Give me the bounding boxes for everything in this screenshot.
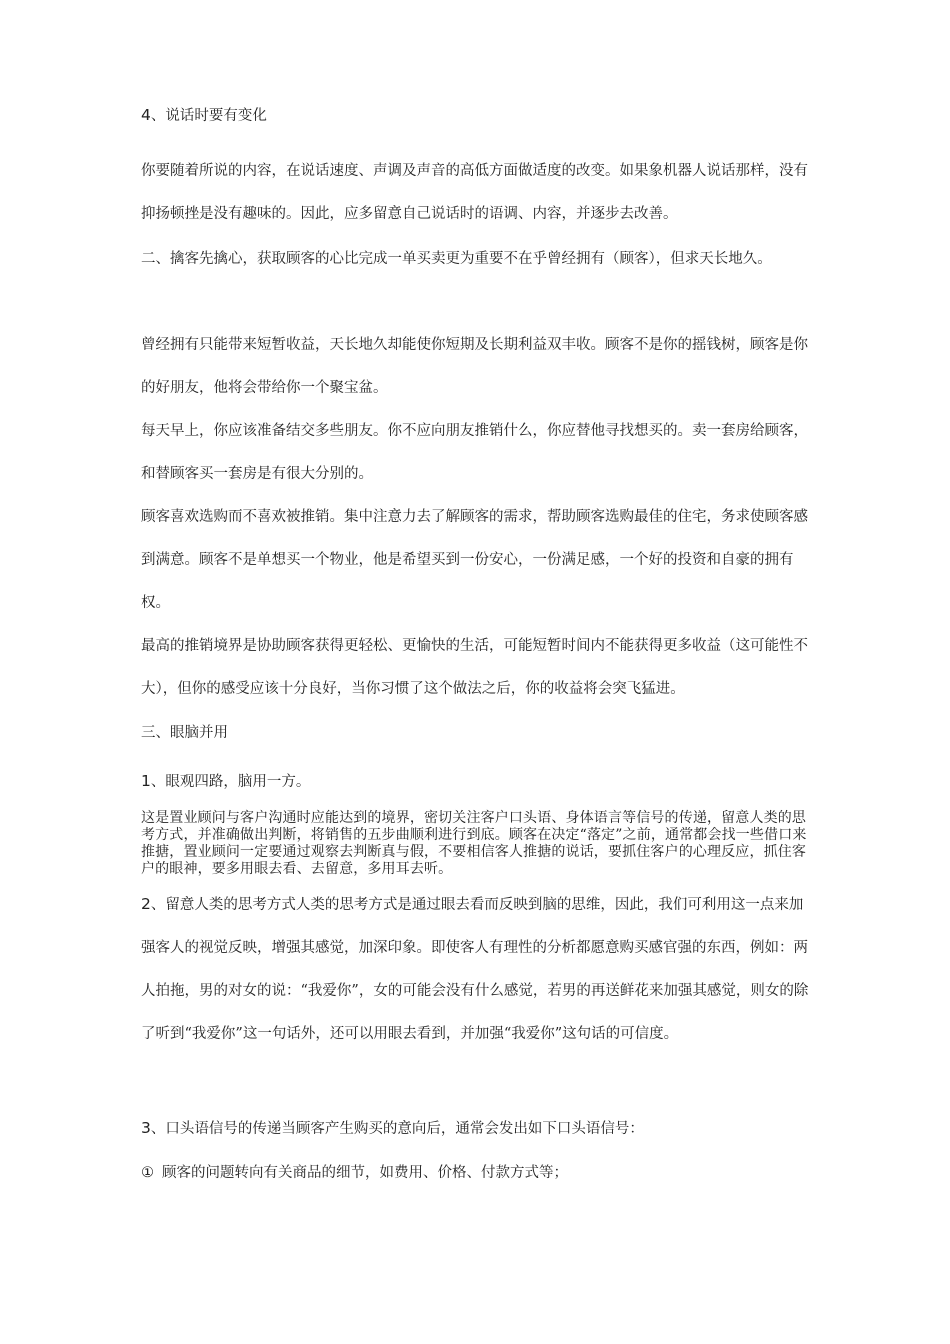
paragraph-dense: 这是置业顾问与客户沟通时应能达到的境界，密切关注客户口头语、身体语言等信号的传递，留意人类的思考方式，并准确做出判断，将销售的五步曲顺利进行到底。顾客在决定“落定”之前，通常都会找一些借口来推搪，置业顾问一定要通过观察去判断真与假，不要相信客人推搪的说话，要抓住客户的心理反应，抓住客户的眼神，要多用眼去看、去留意，多用耳去听。 <box>141 810 807 877</box>
heading-number: 4 <box>141 106 151 124</box>
heading-text: 、说话时要有变化 <box>150 108 267 124</box>
heading-number: 3 <box>141 1119 151 1137</box>
paragraph-text: 、留意人类的思考方式人类的思考方式是通过眼去看而反映到脑的思维，因此，我们可利用这一点来加强客人的视觉反映，增强其感觉，加深印象。即使客人有理性的分析都愿意购买感官强的东西，例如：两人拍拖，男的对女的说：“我爱你”，女的可能会没有什么感觉，若男的再送鲜花来加强其感觉，则女的除了听到“我爱你”这一句话外，还可以用眼去看到，并加强“我爱你”这句话的可信度。 <box>141 897 809 1042</box>
section-heading-3: 三、眼脑并用 <box>141 725 228 741</box>
section-heading-2: 二、擒客先擒心，获取顾客的心比完成一单买卖更为重要不在乎曾经拥有（顾客），但求天长地久。 <box>141 251 772 267</box>
heading-4 <box>141 105 813 126</box>
paragraph: 最高的推销境界是协助顾客获得更轻松、更愉快的生活，可能短暂时间内不能获得更多收益（这可能性不大），但你的感受应该十分良好，当你习惯了这个做法之后，你的收益将会突飞猛进。 <box>141 638 808 697</box>
paragraph: 曾经拥有只能带来短暂收益，天长地久却能使你短期及长期利益双丰收。顾客不是你的摇钱树，顾客是你的好朋友，他将会带给你一个聚宝盆。 <box>141 337 808 396</box>
heading-text: 、口头语信号的传递当顾客产生购买的意向后，通常会发出如下口头语信号： <box>150 1121 644 1137</box>
paragraph: 每天早上，你应该准备结交多些朋友。你不应向朋友推销什么，你应替他寻找想买的。卖一套房给顾客，和替顾客买一套房是有很大分别的。 <box>141 423 808 482</box>
list-marker: ① <box>141 1165 154 1181</box>
heading-number: 2 <box>141 895 151 913</box>
list-item-text: 顾客的问题转向有关商品的细节，如费用、价格、付款方式等； <box>162 1165 568 1181</box>
list-item <box>141 1163 813 1183</box>
heading-1 <box>141 771 813 792</box>
paragraph: 顾客喜欢选购而不喜欢被推销。集中注意力去了解顾客的需求，帮助顾客选购最佳的住宅，务求使顾客感到满意。顾客不是单想买一个物业，他是希望买到一份安心，一份满足感，一个好的投资和自豪的拥有权。 <box>141 509 808 611</box>
paragraph: 你要随着所说的内容，在说话速度、声调及声音的高低方面做适度的改变。如果象机器人说话那样，没有抑扬顿挫是没有趣味的。因此，应多留意自己说话时的语调、内容，并逐步去改善。 <box>141 163 808 222</box>
heading-number: 1 <box>141 772 151 790</box>
heading-3 <box>141 1118 813 1139</box>
heading-text: 、眼观四路，脑用一方。 <box>150 774 311 790</box>
heading-2-paragraph <box>141 883 813 1056</box>
